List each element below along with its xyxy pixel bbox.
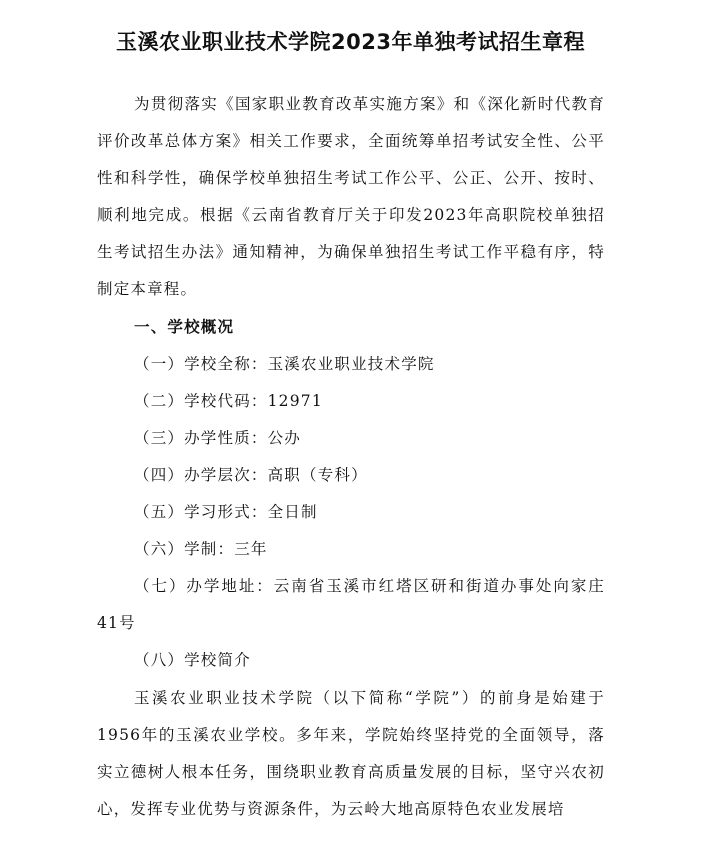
overview-item-school-code: （二）学校代码：12971 bbox=[134, 391, 323, 410]
overview-item-duration: （六）学制：三年 bbox=[134, 540, 268, 559]
overview-item-introduction: （八）学校简介 bbox=[134, 651, 251, 670]
overview-item-nature: （三）办学性质：公办 bbox=[134, 428, 302, 447]
document-title: 玉溪农业职业技术学院2023年单独考试招生章程 bbox=[116, 30, 585, 54]
overview-item-level: （四）办学层次：高职（专科） bbox=[134, 465, 368, 484]
overview-item-full-name: （一）学校全称：玉溪农业职业技术学院 bbox=[134, 354, 435, 373]
overview-item-study-form: （五）学习形式：全日制 bbox=[134, 503, 318, 522]
overview-item-address: （七）办学地址：云南省玉溪市红塔区研和街道办事处向家庄41号 bbox=[97, 577, 605, 633]
intro-paragraph: 为贯彻落实《国家职业教育改革实施方案》和《深化新时代教育评价改革总体方案》相关工作要求，全面统筹单招考试安全性、公平性和科学性，确保学校单独招生考试工作公平、公正、公开、按时、顺利地完成。根据《云南省教育厅关于印发2023年高职院校单独招生考试招生办法》通知精神，为确保单独招生考试工作平稳有序，特制定本章程。 bbox=[97, 95, 605, 299]
section-heading-school-overview: 一、学校概况 bbox=[134, 317, 235, 336]
school-introduction-paragraph: 玉溪农业职业技术学院（以下简称“学院”）的前身是始建于1956年的玉溪农业学校。多年来，学院始终坚持党的全面领导，落实立德树人根本任务，围绕职业教育高质量发展的目标，坚守兴农初心，发挥专业优势与资源条件，为云岭大地高原特色农业发展培 bbox=[97, 688, 605, 818]
document-body bbox=[97, 86, 605, 828]
